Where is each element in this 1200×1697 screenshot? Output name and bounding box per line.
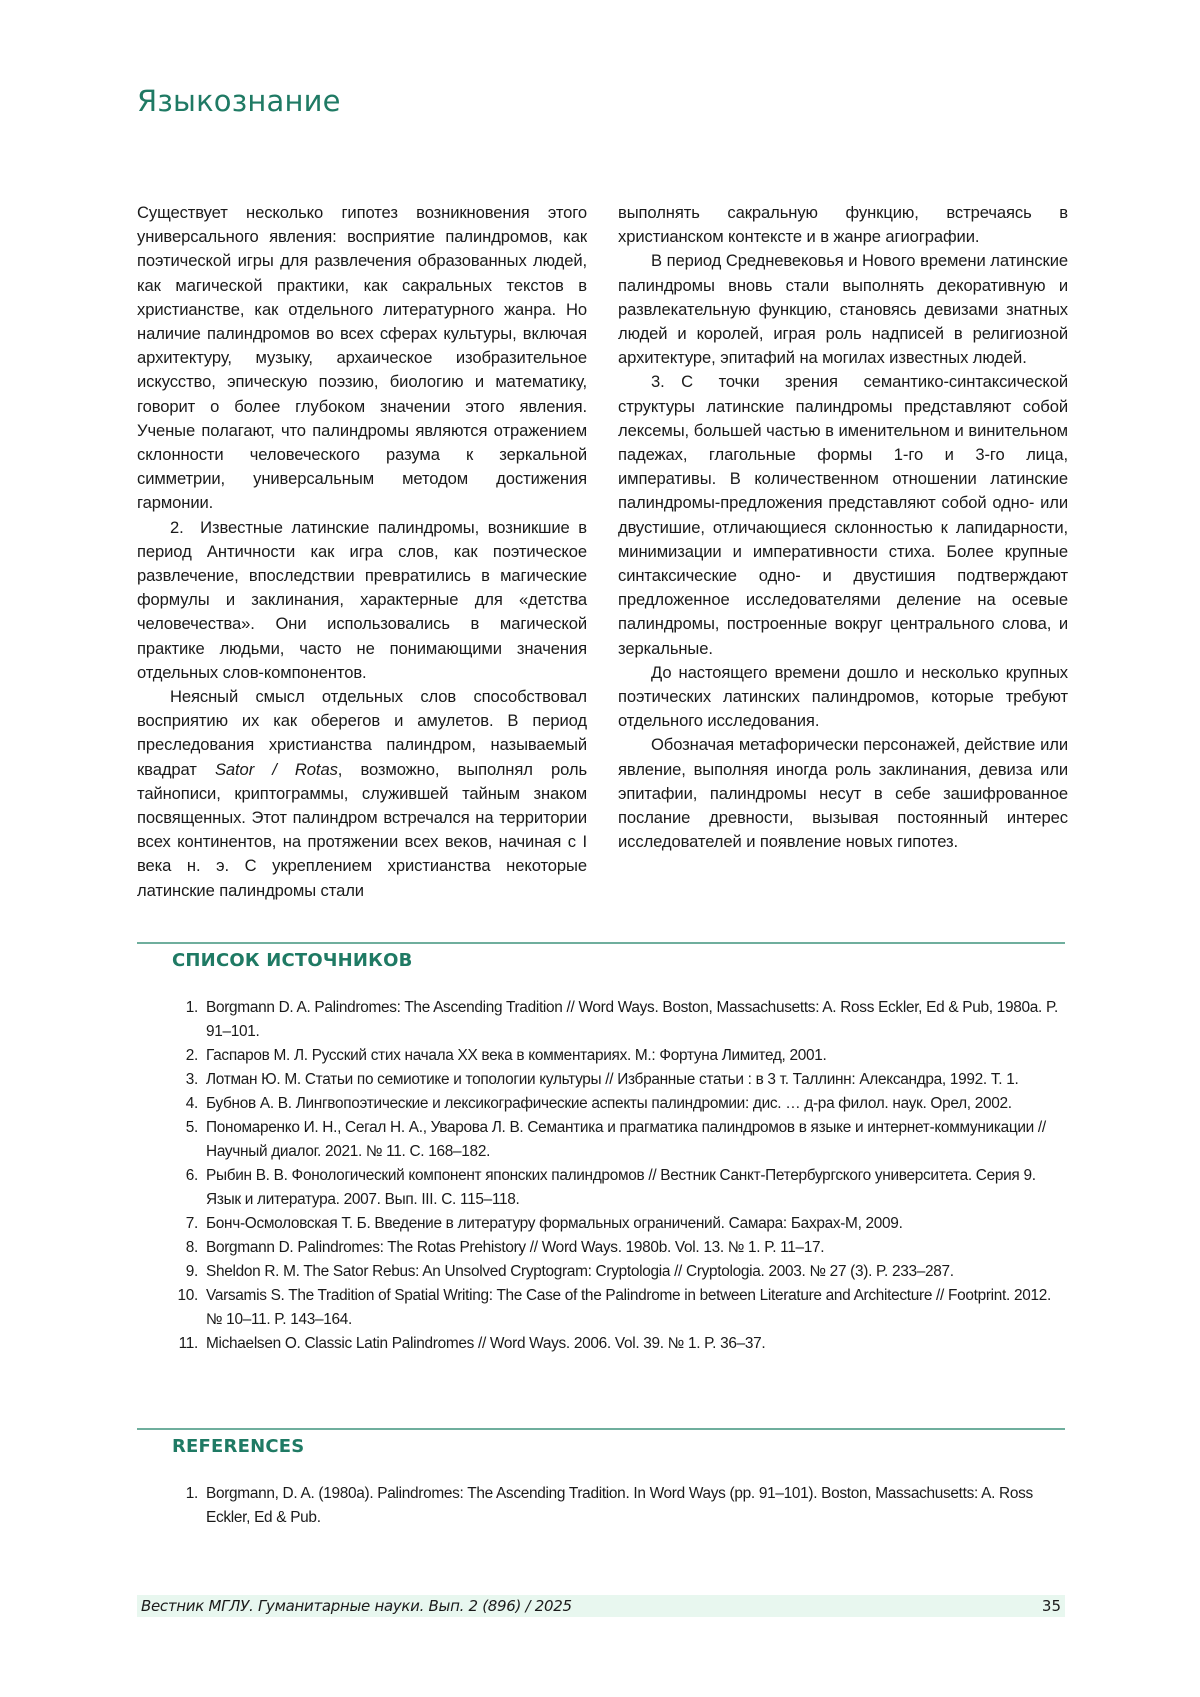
item-text: Бубнов А. В. Лингвопоэтические и лексикографические аспекты палиндромии: дис. … д-ра филол. наук. Орел, 2002. xyxy=(206,1095,1012,1112)
item-text: Пономаренко И. Н., Сегал Н. А., Уварова Л. В. Семантика и прагматика палиндромов в языке и интернет-коммуникации // Научный диалог. 2021. № 11. С. 168–182. xyxy=(206,1119,1046,1160)
item-text: Michaelsen O. Classic Latin Palindromes // Word Ways. 2006. Vol. 39. № 1. P. 36–37. xyxy=(206,1335,766,1352)
list-item xyxy=(172,1482,1065,1530)
item-number: 6. xyxy=(185,1167,198,1184)
paragraph xyxy=(137,685,587,903)
left-column xyxy=(137,201,587,903)
paragraph: В период Средневековья и Нового времени латинские палиндромы вновь стали выполнять декоративную и развлекательную функцию, становясь девизами знатных людей и королей, играя роль надписей в религиозной архитектуре, эпитафий на могилах известных людей. xyxy=(618,251,1068,368)
paragraph-text: , возможно, выполнял роль тайнописи, криптограммы, служившей тайным знаком посвященных. Этот палиндром встречался на территории всех континентов, на протяжении всех веков, начиная с I века н. э. С укреплением христианства некоторые латинские палиндромы стали xyxy=(137,759,587,900)
paragraph-text: Неясный смысл отдельных слов способствовал восприятию их как оберегов и амулетов. В период преследования христианства палиндром, называемый квадрат xyxy=(137,687,587,779)
item-number: 9. xyxy=(185,1263,198,1280)
item-text: Бонч-Осмоловская Т. Б. Введение в литературу формальных ограничений. Самара: Бахрах-М, 2009. xyxy=(206,1215,903,1232)
item-number: 1. xyxy=(185,1485,198,1502)
item-number: 10. xyxy=(177,1287,198,1304)
list-item xyxy=(172,1284,1065,1332)
paragraph: 2. Известные латинские палиндромы, возникшие в период Античности как игра слов, как поэтическое развлечение, впоследствии превратились в магические формулы и заклинания, характерные для «детства человечества». Они использовались в магической практике людьми, часто не понимающими значения отдельных слов-компонентов. xyxy=(137,517,587,682)
list-item xyxy=(172,1044,1065,1068)
list-item xyxy=(172,1332,1065,1356)
divider xyxy=(137,942,1065,944)
item-number: 11. xyxy=(178,1335,198,1352)
item-text: Varsamis S. The Tradition of Spatial Writing: The Case of the Palindrome in between Literature and Architecture // Footprint. 2012. № 10–11. P. 143–164. xyxy=(206,1287,1051,1328)
divider xyxy=(137,1428,1065,1430)
right-column xyxy=(618,201,1068,854)
item-number: 7. xyxy=(185,1215,198,1232)
item-number: 1. xyxy=(185,999,198,1016)
references-heading: REFERENCES xyxy=(172,1436,305,1457)
item-text: Borgmann, D. A. (1980a). Palindromes: The Ascending Tradition. In Word Ways (pp. 91–101). Boston, Massachusetts: A. Ross Eckler, Ed & Pub. xyxy=(206,1485,1033,1526)
list-item xyxy=(172,1068,1065,1092)
item-number: 5. xyxy=(185,1119,198,1136)
item-number: 4. xyxy=(185,1095,198,1112)
list-item xyxy=(172,996,1065,1044)
list-item xyxy=(172,1092,1065,1116)
references-list xyxy=(172,1482,1065,1530)
item-text: Borgmann D. Palindromes: The Rotas Prehistory // Word Ways. 1980b. Vol. 13. № 1. P. 11–17. xyxy=(206,1239,825,1256)
item-text: Рыбин В. В. Фонологический компонент японских палиндромов // Вестник Санкт-Петербургского университета. Серия 9. Язык и литература. 2007. Вып. III. С. 115–118. xyxy=(206,1167,1036,1208)
paragraph: До настоящего времени дошло и несколько крупных поэтических латинских палиндромов, которые требуют отдельного исследования. xyxy=(618,662,1068,731)
sources-heading: СПИСОК ИСТОЧНИКОВ xyxy=(172,950,413,971)
journal-title: Вестник МГЛУ. Гуманитарные науки. Вып. 2 (896) / 2025 xyxy=(141,1597,572,1615)
page-footer xyxy=(137,1595,1065,1617)
section-title: Языкознание xyxy=(137,84,341,118)
item-text: Гаспаров М. Л. Русский стих начала XX века в комментариях. М.: Фортуна Лимитед, 2001. xyxy=(206,1047,827,1064)
paragraph: 3. С точки зрения семантико-синтаксической структуры латинские палиндромы представляют собой лексемы, большей частью в именительном и винительном падежах, глагольные формы 1-го и 3-го лица, императивы. В количественном отношении латинские палиндромы-предложения представляют собой одно- или двустишие, отличающиеся склонностью к лапидарности, минимизации и императивности стиха. Более крупные синтаксические одно- и двустишия подтверждают предложенное исследователями деление на осевые палиндромы, построенные вокруг центрального слова, и зеркальные. xyxy=(618,372,1068,658)
paragraph: Обозначая метафорически персонажей, действие или явление, выполняя иногда роль заклинания, девиза или эпитафии, палиндромы несут в себе зашифрованное послание древности, вызывая постоянный интерес исследователей и появление новых гипотез. xyxy=(618,735,1068,852)
sources-list xyxy=(172,996,1065,1356)
item-text: Sheldon R. M. The Sator Rebus: An Unsolved Cryptogram: Cryptologia // Cryptologia. 2003. № 27 (3). P. 233–287. xyxy=(206,1263,954,1280)
italic-term: Sator / Rotas xyxy=(214,759,338,779)
paragraph: Существует несколько гипотез возникновения этого универсального явления: восприятие палиндромов, как поэтической игры для развлечения образованных людей, как магической практики, как сакральных текстов в христианстве, как отдельного литературного жанра. Но наличие палиндромов во всех сферах культуры, включая архитектуру, музыку, архаическое изобразительное искусство, эпическую поэзию, биологию и математику, говорит о более глубоком значении этого явления. Ученые полагают, что палиндромы являются отражением склонности человеческого разума к зеркальной симметрии, универсальным методом достижения гармонии. xyxy=(137,203,587,513)
list-item xyxy=(172,1260,1065,1284)
page-number: 35 xyxy=(1041,1597,1061,1615)
list-item xyxy=(172,1236,1065,1260)
item-number: 2. xyxy=(185,1047,198,1064)
item-number: 3. xyxy=(185,1071,198,1088)
item-text: Лотман Ю. М. Статьи по семиотике и топологии культуры // Избранные статьи : в 3 т. Таллинн: Александра, 1992. Т. 1. xyxy=(206,1071,1019,1088)
list-item xyxy=(172,1116,1065,1164)
paragraph: выполнять сакральную функцию, встречаясь в христианском контексте и в жанре агиографии. xyxy=(618,203,1068,247)
item-number: 8. xyxy=(185,1239,198,1256)
list-item xyxy=(172,1212,1065,1236)
item-text: Borgmann D. A. Palindromes: The Ascending Tradition // Word Ways. Boston, Massachusetts: A. Ross Eckler, Ed & Pub, 1980a. P. 91–101. xyxy=(206,999,1058,1040)
list-item xyxy=(172,1164,1065,1212)
